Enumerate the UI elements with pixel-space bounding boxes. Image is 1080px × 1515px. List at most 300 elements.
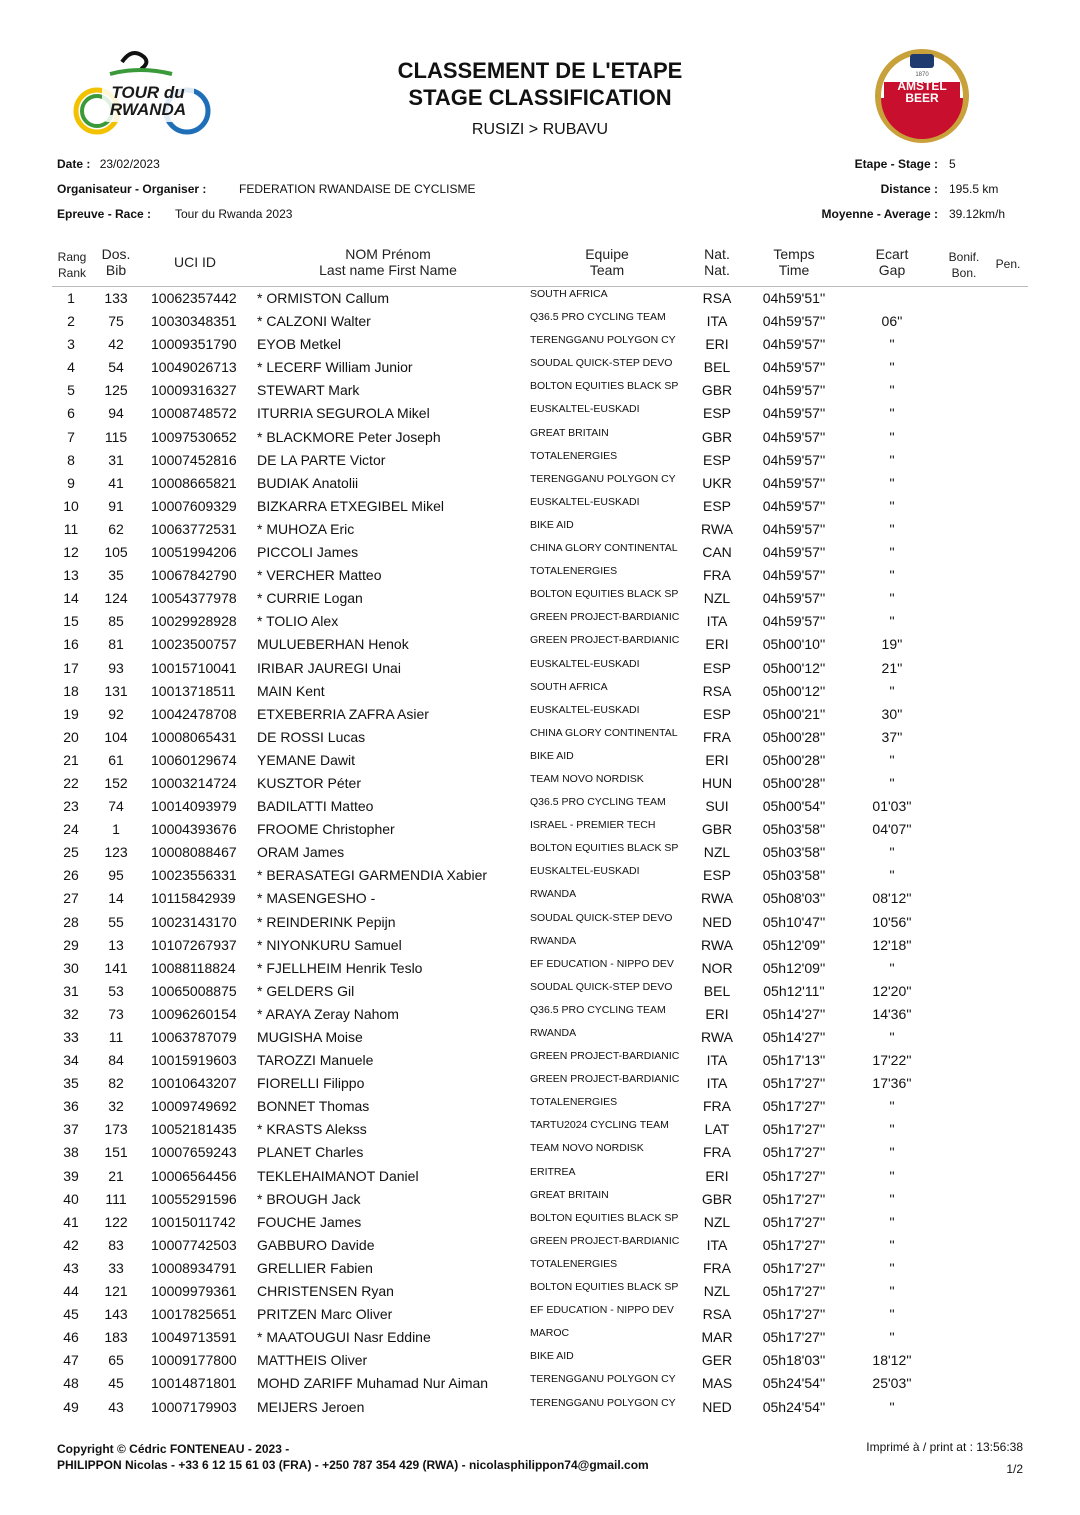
cell-gap: '' (889, 1190, 895, 1207)
table-row (0, 587, 1080, 610)
col-header-penalty: Pen. (995, 257, 1021, 271)
cell-rider-name: STEWART Mark (257, 382, 360, 399)
table-row (0, 633, 1080, 656)
cell-team: BOLTON EQUITIES BLACK SP (530, 1281, 679, 1294)
cell-gap: '' (889, 544, 895, 561)
cell-time: 05h17'27'' (762, 1283, 826, 1300)
table-row (0, 1303, 1080, 1326)
table-row (0, 1326, 1080, 1349)
cell-gap: '' (889, 1144, 895, 1161)
table-row (0, 841, 1080, 864)
cell-gap: 18'12'' (872, 1352, 912, 1369)
cell-time: 04h59'57'' (762, 520, 826, 537)
cell-bib: 123 (104, 844, 128, 861)
cell-gap: 17'22'' (872, 1052, 912, 1069)
cell-rider-name: * GELDERS Gil (257, 982, 355, 999)
col-header-bib: Dos. Bib (101, 246, 131, 278)
cell-nationality: BEL (703, 359, 731, 376)
cell-rider-name: MAIN Kent (257, 682, 325, 699)
table-row (0, 657, 1080, 680)
cell-time: 05h00'28'' (762, 728, 826, 745)
table-row (0, 818, 1080, 841)
cell-nationality: UKR (702, 474, 732, 491)
cell-nationality: NOR (701, 959, 733, 976)
cell-gap: '' (889, 590, 895, 607)
cell-uci-id: 10007659243 (151, 1144, 237, 1161)
cell-nationality: HUN (701, 774, 733, 791)
cell-rider-name: YEMANE Dawit (257, 751, 356, 768)
cell-time: 05h17'27'' (762, 1190, 826, 1207)
cell-nationality: ESP (702, 497, 731, 514)
cell-time: 05h14'27'' (762, 1029, 826, 1045)
table-row (0, 934, 1080, 957)
cell-nationality: FRA (703, 567, 731, 584)
cell-gap: '' (889, 405, 895, 422)
cell-bib: 93 (108, 659, 124, 676)
cell-uci-id: 10009749692 (151, 1098, 237, 1115)
cell-team: GREEN PROJECT-BARDIANIC (530, 1234, 680, 1247)
cell-rider-name: KUSZTOR Péter (257, 774, 361, 791)
cell-team: TERENGGANU POLYGON CY (530, 1396, 676, 1409)
table-row (0, 310, 1080, 333)
cell-rider-name: * MUHOZA Eric (257, 520, 355, 537)
table-row (0, 1118, 1080, 1141)
cell-gap: 25'03'' (872, 1375, 912, 1392)
cell-rider-name: TEKLEHAIMANOT Daniel (257, 1167, 419, 1184)
cell-rank: 3 (67, 336, 75, 353)
table-row (0, 1280, 1080, 1303)
cell-gap: '' (889, 1398, 895, 1415)
cell-gap: 30'' (881, 705, 903, 722)
cell-team: EUSKALTEL-EUSKADI (530, 703, 640, 716)
cell-uci-id: 10042478708 (151, 705, 237, 722)
cell-rider-name: GRELLIER Fabien (257, 1259, 373, 1276)
cell-uci-id: 10008748572 (151, 405, 237, 422)
cell-uci-id: 10009316327 (151, 382, 237, 399)
cell-gap: '' (889, 844, 895, 861)
cell-uci-id: 10009979361 (151, 1283, 237, 1300)
cell-team: GREEN PROJECT-BARDIANIC (530, 634, 680, 647)
cell-time: 04h59'51'' (762, 290, 826, 306)
cell-bib: 65 (108, 1352, 124, 1369)
cell-team: EF EDUCATION - NIPPO DEV (530, 1304, 674, 1317)
cell-team: GREAT BRITAIN (530, 1188, 609, 1201)
cell-team: ISRAEL - PREMIER TECH (530, 819, 656, 832)
cell-uci-id: 10007452816 (151, 451, 237, 468)
cell-uci-id: 10023556331 (151, 867, 237, 884)
cell-rider-name: PICCOLI James (257, 544, 359, 561)
cell-time: 04h59'57'' (762, 428, 826, 445)
cell-gap: 12'18'' (872, 936, 912, 953)
cell-nationality: NZL (703, 1213, 731, 1230)
cell-bib: 14 (108, 890, 124, 907)
cell-nationality: ERI (705, 1005, 729, 1022)
cell-rank: 31 (63, 982, 79, 999)
cell-bib: 35 (108, 567, 124, 584)
cell-gap: '' (889, 1306, 895, 1323)
cell-bib: 115 (104, 428, 128, 445)
cell-bib: 143 (104, 1306, 128, 1323)
table-row (0, 887, 1080, 910)
cell-uci-id: 10008088467 (151, 844, 237, 861)
cell-rider-name: MATTHEIS Oliver (257, 1352, 368, 1369)
cell-rider-name: * ORMISTON Callum (257, 290, 389, 306)
cell-bib: 121 (104, 1283, 128, 1300)
cell-bib: 81 (108, 636, 124, 653)
cell-gap: 12'20'' (872, 982, 912, 999)
cell-time: 05h00'54'' (762, 798, 826, 815)
cell-gap: 06'' (881, 313, 903, 330)
cell-uci-id: 10015710041 (151, 659, 237, 676)
cell-rider-name: BONNET Thomas (257, 1098, 370, 1115)
cell-time: 05h00'10'' (762, 636, 826, 653)
cell-rank: 23 (63, 798, 79, 815)
stage-route: RUSIZI > RUBAVU (471, 121, 609, 138)
cell-rider-name: DE LA PARTE Victor (257, 451, 386, 468)
cell-uci-id: 10007179903 (151, 1398, 237, 1415)
cell-time: 05h17'27'' (762, 1306, 826, 1323)
cell-rank: 6 (67, 405, 75, 422)
table-row (0, 1257, 1080, 1280)
cell-gap: '' (889, 1098, 895, 1115)
cell-uci-id: 10088118824 (151, 959, 236, 976)
cell-uci-id: 10055291596 (151, 1190, 237, 1207)
cell-time: 05h00'28'' (762, 774, 826, 791)
cell-gap: '' (889, 751, 895, 768)
cell-time: 04h59'57'' (762, 451, 826, 468)
distance-value: 195.5 km (949, 182, 999, 196)
cell-nationality: GBR (701, 382, 733, 399)
table-row (0, 1026, 1080, 1049)
cell-rank: 40 (63, 1190, 79, 1207)
cell-uci-id: 10007742503 (151, 1236, 237, 1253)
race-label: Epreuve - Race : (57, 207, 152, 221)
cell-bib: 32 (108, 1098, 124, 1115)
cell-team: GREEN PROJECT-BARDIANIC (530, 611, 680, 624)
cell-bib: 122 (104, 1213, 128, 1230)
cell-bib: 1 (112, 821, 120, 838)
amstel-logo-year: 1870 (915, 72, 929, 78)
cell-uci-id: 10065008875 (151, 982, 237, 999)
cell-rank: 15 (63, 613, 79, 630)
cell-nationality: RSA (702, 1306, 732, 1323)
cell-nationality: ESP (702, 705, 731, 722)
col-header-gap: Ecart Gap (875, 246, 909, 278)
cell-rank: 9 (67, 474, 75, 491)
cell-time: 05h00'12'' (762, 682, 826, 699)
cell-rank: 48 (63, 1375, 79, 1392)
cell-uci-id: 10023500757 (151, 636, 237, 653)
cell-gap: '' (889, 474, 895, 491)
cell-team: GREEN PROJECT-BARDIANIC (530, 1073, 680, 1086)
cell-rider-name: BADILATTI Matteo (257, 798, 374, 815)
cell-rank: 8 (67, 451, 75, 468)
cell-bib: 85 (108, 613, 124, 630)
col-header-uci: UCI ID (174, 254, 216, 270)
cell-uci-id: 10049713591 (151, 1329, 237, 1346)
table-row (0, 1372, 1080, 1395)
cell-bib: 41 (108, 474, 124, 491)
table-row (0, 980, 1080, 1003)
cell-rider-name: * ARAYA Zeray Nahom (257, 1005, 399, 1022)
cell-rider-name: * BLACKMORE Peter Joseph (257, 428, 441, 445)
cell-nationality: CAN (702, 544, 732, 561)
cell-team: CHINA GLORY CONTINENTAL (530, 542, 678, 555)
cell-rank: 30 (63, 959, 79, 976)
cell-bib: 55 (108, 913, 124, 930)
table-row (0, 1349, 1080, 1372)
cell-uci-id: 10006564456 (151, 1167, 237, 1184)
cell-gap: '' (889, 567, 895, 584)
cell-gap: '' (889, 682, 895, 699)
cell-rank: 27 (63, 890, 79, 907)
table-row (0, 426, 1080, 449)
cell-rider-name: IRIBAR JAUREGI Unai (257, 659, 401, 676)
cell-time: 05h17'27'' (762, 1329, 826, 1346)
cell-time: 05h00'12'' (762, 659, 826, 676)
cell-nationality: FRA (703, 1144, 731, 1161)
table-row (0, 333, 1080, 356)
cell-time: 05h14'27'' (762, 1005, 826, 1022)
cell-team: SOUDAL QUICK-STEP DEVO (530, 980, 673, 993)
organiser-row (57, 182, 476, 196)
cell-rider-name: * NIYONKURU Samuel (257, 936, 402, 953)
cell-team: MAROC (530, 1327, 570, 1340)
cell-team: BOLTON EQUITIES BLACK SP (530, 588, 679, 601)
table-row (0, 864, 1080, 887)
cell-nationality: RWA (701, 520, 733, 537)
cell-nationality: GER (701, 1352, 733, 1369)
cell-rider-name: PRITZEN Marc Oliver (257, 1306, 393, 1323)
cell-bib: 104 (104, 728, 128, 745)
cell-rider-name: MEIJERS Jeroen (257, 1398, 365, 1415)
cell-time: 04h59'57'' (762, 474, 826, 491)
cell-nationality: ERI (705, 336, 729, 353)
cell-nationality: ITA (706, 1075, 728, 1092)
col-header-team: Equipe Team (585, 246, 629, 278)
table-row (0, 772, 1080, 795)
table-row (0, 1095, 1080, 1118)
cell-team: GREEN PROJECT-BARDIANIC (530, 1050, 680, 1063)
cell-rank: 43 (63, 1259, 79, 1276)
cell-nationality: ERI (705, 1167, 729, 1184)
table-row (0, 957, 1080, 980)
cell-bib: 42 (108, 336, 124, 353)
contact-text: PHILIPPON Nicolas - +33 6 12 15 61 03 (FRA) - +250 787 354 429 (RWA) - nicolasphilippon74@gmail.com (57, 1458, 649, 1472)
cell-uci-id: 10010643207 (151, 1075, 237, 1092)
cell-time: 05h08'03'' (762, 890, 826, 907)
cell-rank: 21 (63, 751, 79, 768)
cell-rank: 18 (63, 682, 79, 699)
cell-nationality: MAR (701, 1329, 733, 1346)
cell-team: Q36.5 PRO CYCLING TEAM (530, 311, 666, 324)
cell-nationality: FRA (703, 1098, 731, 1115)
cell-uci-id: 10063787079 (151, 1029, 237, 1045)
cell-gap: '' (889, 359, 895, 376)
page-title-fr: CLASSEMENT DE L'ETAPE (397, 58, 683, 83)
cell-rank: 45 (63, 1306, 79, 1323)
cell-nationality: ITA (706, 1236, 728, 1253)
cell-rank: 26 (63, 867, 79, 884)
cell-gap: '' (889, 451, 895, 468)
cell-gap: '' (889, 382, 895, 399)
date-label: Date : (57, 157, 91, 171)
cell-nationality: GBR (701, 428, 733, 445)
cell-rank: 36 (63, 1098, 79, 1115)
cell-nationality: NZL (703, 590, 731, 607)
cell-rank: 32 (63, 1005, 79, 1022)
cell-nationality: FRA (703, 728, 731, 745)
table-row (0, 1049, 1080, 1072)
cell-team: SOUDAL QUICK-STEP DEVO (530, 357, 673, 370)
cell-time: 05h12'09'' (762, 936, 826, 953)
table-row (0, 1003, 1080, 1026)
cell-rider-name: GABBURO Davide (257, 1236, 375, 1253)
cell-team: BOLTON EQUITIES BLACK SP (530, 380, 679, 393)
cell-bib: 53 (108, 982, 124, 999)
cell-bib: 92 (108, 705, 124, 722)
cell-uci-id: 10052181435 (151, 1121, 237, 1138)
cell-time: 05h17'27'' (762, 1098, 826, 1115)
cell-gap: '' (889, 1029, 895, 1045)
cell-uci-id: 10004393676 (151, 821, 237, 838)
cell-bib: 11 (108, 1029, 124, 1045)
cell-bib: 125 (104, 382, 128, 399)
col-header-time: Temps Time (773, 246, 815, 278)
cell-uci-id: 10017825651 (151, 1306, 237, 1323)
table-row (0, 495, 1080, 518)
results-table (0, 287, 1080, 1419)
cell-nationality: RWA (701, 936, 733, 953)
cell-uci-id: 10007609329 (151, 497, 237, 514)
cell-time: 05h10'47'' (762, 913, 826, 930)
copyright-text: Copyright © Cédric FONTENEAU - 2023 - (57, 1442, 290, 1456)
cell-nationality: ERI (705, 751, 729, 768)
cell-team: TERENGGANU POLYGON CY (530, 472, 676, 485)
cell-rank: 12 (63, 544, 79, 561)
cell-rider-name: ETXEBERRIA ZAFRA Asier (257, 705, 429, 722)
cell-time: 04h59'57'' (762, 359, 826, 376)
cell-team: Q36.5 PRO CYCLING TEAM (530, 1003, 666, 1016)
cell-gap: '' (889, 497, 895, 514)
cell-rank: 1 (67, 290, 75, 306)
cell-team: TEAM NOVO NORDISK (530, 1142, 644, 1155)
cell-uci-id: 10107267937 (151, 936, 237, 953)
cell-time: 04h59'57'' (762, 405, 826, 422)
cell-bib: 152 (104, 774, 128, 791)
cell-gap: 37'' (881, 728, 903, 745)
cell-nationality: ITA (706, 613, 728, 630)
cell-nationality: RWA (701, 890, 733, 907)
cell-team: TEAM NOVO NORDISK (530, 772, 644, 785)
cell-rank: 16 (63, 636, 79, 653)
cell-nationality: ESP (702, 659, 731, 676)
cell-rider-name: CHRISTENSEN Ryan (257, 1283, 394, 1300)
stage-label: Etape - Stage : (854, 157, 938, 171)
cell-time: 05h12'09'' (762, 959, 826, 976)
cell-team: BIKE AID (530, 518, 574, 531)
page-number: 1/2 (1006, 1462, 1023, 1476)
cell-rider-name: * TOLIO Alex (257, 613, 339, 630)
cell-nationality: ITA (706, 313, 728, 330)
cell-uci-id: 10003214724 (151, 774, 237, 791)
cell-team: TARTU2024 CYCLING TEAM (530, 1119, 669, 1132)
cell-team: SOUDAL QUICK-STEP DEVO (530, 911, 673, 924)
cell-time: 05h03'58'' (762, 844, 826, 861)
cell-rank: 38 (63, 1144, 79, 1161)
cell-gap: '' (889, 613, 895, 630)
cell-rider-name: FROOME Christopher (257, 821, 395, 838)
cell-rank: 17 (63, 659, 79, 676)
average-label: Moyenne - Average : (821, 207, 938, 221)
cell-team: TOTALENERGIES (530, 449, 618, 462)
cell-uci-id: 10014093979 (151, 798, 237, 815)
cell-rank: 5 (67, 382, 75, 399)
cell-gap: 04'07'' (872, 821, 912, 838)
cell-team: SOUTH AFRICA (530, 680, 608, 693)
cell-rider-name: FOUCHE James (257, 1213, 362, 1230)
cell-time: 05h00'21'' (762, 705, 826, 722)
cell-bib: 43 (108, 1398, 124, 1415)
cell-time: 05h03'58'' (762, 821, 826, 838)
cell-rider-name: MOHD ZARIFF Muhamad Nur Aiman (257, 1375, 489, 1392)
cell-bib: 151 (104, 1144, 128, 1161)
table-row (0, 1234, 1080, 1257)
cell-rider-name: * MASENGESHO - (257, 890, 376, 907)
cell-bib: 31 (108, 451, 124, 468)
cell-gap: '' (889, 1259, 895, 1276)
cell-gap: 17'36'' (872, 1075, 912, 1092)
cell-rank: 13 (63, 567, 79, 584)
cell-uci-id: 10096260154 (151, 1005, 237, 1022)
cell-nationality: ITA (706, 1052, 728, 1069)
tour-du-rwanda-logo-text: TOUR du RWANDA (109, 83, 187, 119)
cell-uci-id: 10060129674 (151, 751, 237, 768)
cell-nationality: GBR (701, 1190, 733, 1207)
distance-label: Distance : (880, 182, 938, 196)
cell-uci-id: 10063772531 (151, 520, 237, 537)
stage-value: 5 (949, 157, 956, 171)
date-value: 23/02/2023 (99, 157, 160, 171)
cell-nationality: NED (702, 913, 732, 930)
table-row (0, 610, 1080, 633)
organiser-value: FEDERATION RWANDAISE DE CYCLISME (239, 182, 476, 196)
cell-rank: 35 (63, 1075, 79, 1092)
table-row (0, 541, 1080, 564)
cell-team: TERENGGANU POLYGON CY (530, 334, 676, 347)
cell-bib: 95 (108, 867, 124, 884)
cell-team: EUSKALTEL-EUSKADI (530, 403, 640, 416)
cell-gap: '' (889, 1167, 895, 1184)
cell-bib: 131 (104, 682, 128, 699)
cell-team: BOLTON EQUITIES BLACK SP (530, 1211, 679, 1224)
cell-time: 05h17'27'' (762, 1075, 826, 1092)
cell-nationality: MAS (701, 1375, 733, 1392)
cell-time: 05h00'28'' (762, 751, 826, 768)
cell-rank: 39 (63, 1167, 79, 1184)
cell-team: Q36.5 PRO CYCLING TEAM (530, 796, 666, 809)
cell-gap: '' (889, 1283, 895, 1300)
cell-gap: 08'12'' (872, 890, 912, 907)
cell-team: SOUTH AFRICA (530, 288, 608, 300)
table-row (0, 564, 1080, 587)
cell-time: 04h59'57'' (762, 497, 826, 514)
cell-time: 05h17'13'' (762, 1052, 826, 1069)
cell-uci-id: 10062357442 (151, 290, 237, 306)
col-header-bonus: Bonif. Bon. (948, 250, 980, 280)
cell-rider-name: * VERCHER Matteo (257, 567, 382, 584)
cell-rank: 2 (67, 313, 75, 330)
